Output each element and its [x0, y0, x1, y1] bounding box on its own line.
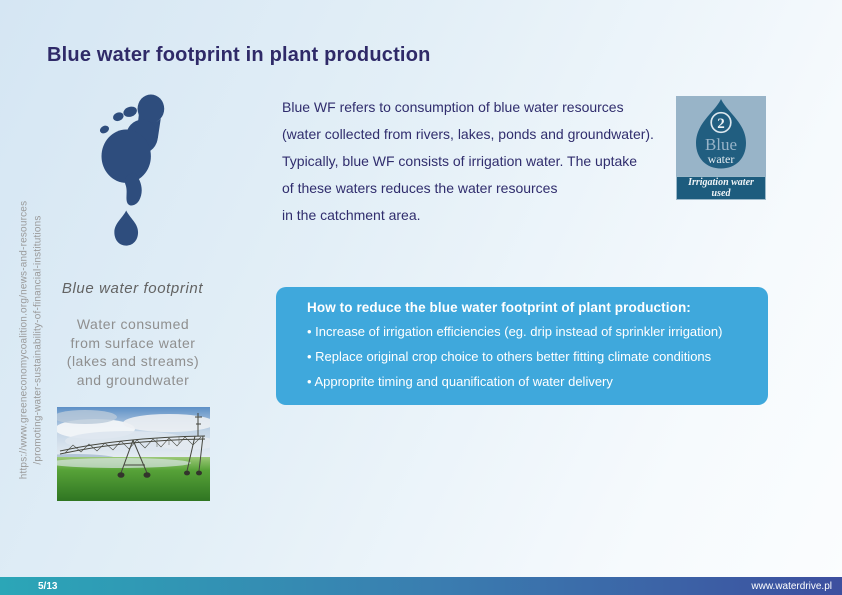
tips-list — [307, 324, 754, 389]
footprint-description — [53, 315, 213, 389]
footprint-description-line: Water consumed — [76, 316, 190, 332]
tips-item: • Approprite timing and quanification of water delivery — [307, 374, 613, 389]
intro-line: Blue WF refers to consumption of blue water resources — [282, 99, 624, 115]
intro-line: Typically, blue WF consists of irrigation water. The uptake — [282, 153, 638, 169]
page-title: Blue water footprint in plant production — [47, 44, 431, 66]
tips-item: • Replace original crop choice to others better fitting climate conditions — [307, 349, 712, 364]
footprint-caption: Blue water footprint — [61, 280, 204, 297]
page-number: 5/13 — [38, 580, 58, 592]
badge-label-text: Irrigation water used — [688, 177, 754, 199]
tips-box — [276, 287, 768, 405]
footer-bar — [0, 577, 842, 595]
irrigation-photo — [57, 407, 210, 501]
blue-water-badge — [676, 96, 766, 200]
footprint-description-line: from surface water — [70, 334, 196, 351]
badge-word-water: water — [707, 152, 735, 166]
badge-label — [676, 176, 766, 200]
intro-line: of these waters reduces the water resources — [282, 180, 558, 196]
intro-line: in the catchment area. — [282, 207, 421, 223]
source-url — [18, 201, 45, 480]
water-drop-icon — [676, 96, 766, 176]
intro-paragraph — [282, 94, 682, 229]
footprint-description-line: (lakes and streams) — [66, 353, 200, 369]
tips-item: • Increase of irrigation efficiencies (eg. drip instead of sprinkler irrigation) — [307, 324, 723, 339]
intro-line: (water collected from rivers, lakes, ponds and groundwater). — [282, 126, 654, 142]
source-url-line2: /promoting-water-sustainability-of-financial-institutions — [32, 215, 43, 465]
footer-website: www.waterdrive.pl — [751, 580, 832, 592]
footprint-description-line: and groundwater — [76, 371, 190, 388]
badge-drop-panel — [676, 96, 766, 176]
tips-heading: How to reduce the blue water footprint of plant production: — [307, 300, 691, 315]
badge-word-blue: Blue — [704, 135, 738, 154]
badge-number: 2 — [717, 116, 725, 132]
water-footprint-icon — [92, 93, 192, 251]
source-url-line1: https://www.greeneconomycoalition.org/news-and-resources — [18, 200, 30, 480]
